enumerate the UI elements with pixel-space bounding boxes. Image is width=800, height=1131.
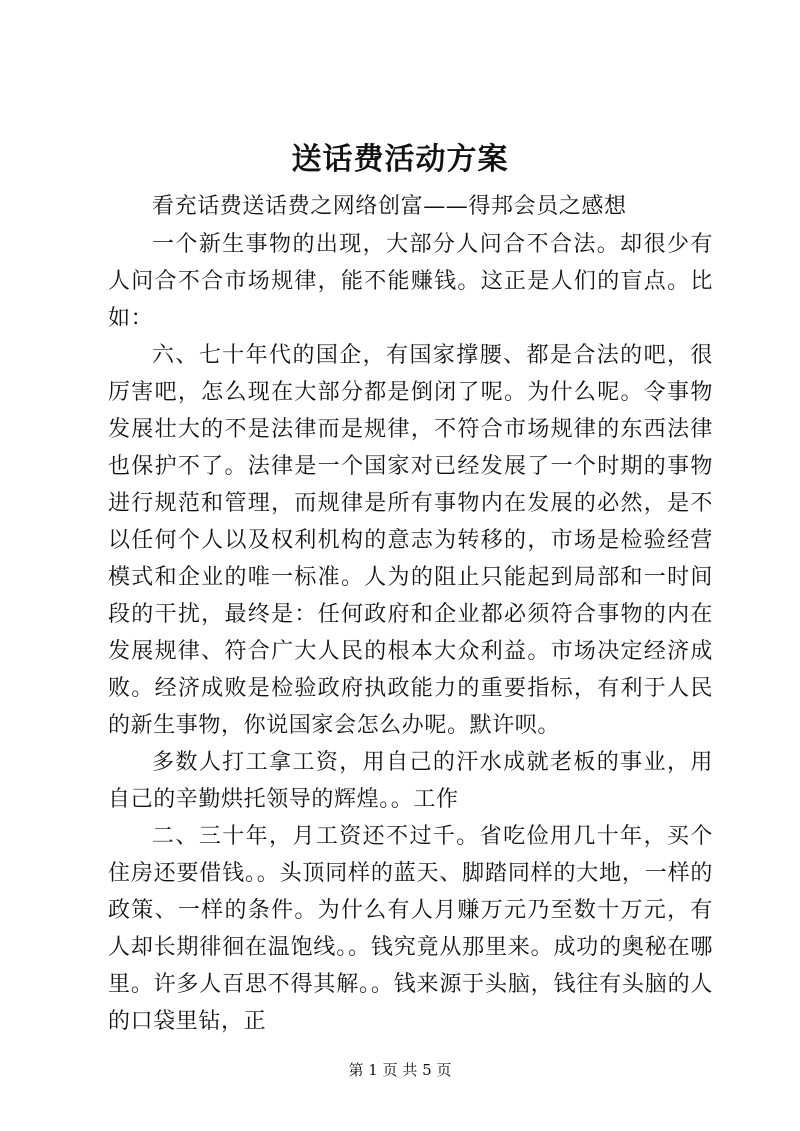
paragraph-2: 六、七十年代的国企，有国家撑腰、都是合法的吧，很厉害吧，怎么现在大部分都是倒闭了呢。为什么呢。令事物发展壮大的不是法律而是规律，不符合市场规律的东西法律也保护不了。法律是一个国家对已经发展了一个时期的事物进行规范和管理，而规律是所有事物内在发展的必然，是不以任何个人以及权利机构的意志为转移的，市场是检验经营模式和企业的唯一标准。人为的阻止只能起到局部和一时间段的干扰，最终是：任何政府和企业都必须符合事物的内在发展规律、符合广大人民的根本大众利益。市场决定经济成败。经济成败是检验政府执政能力的重要指标，有利于人民的新生事物，你说国家会怎么办呢。默许呗。 — [108, 343, 713, 738]
paragraph-subtitle: 看充话费送话费之网络创富——得邦会员之感想 — [152, 194, 627, 219]
page-number-footer: 第 1 页 共 5 页 — [348, 1061, 452, 1079]
paragraph-3: 多数人打工拿工资，用自己的汗水成就老板的事业，用自己的辛勤烘托领导的辉煌。。工作 — [108, 750, 713, 812]
paragraph-4: 二、三十年，月工资还不过千。省吃俭用几十年，买个住房还要借钱。。头顶同样的蓝天、脚踏同样的大地，一样的政策、一样的条件。为什么有人月赚万元乃至数十万元，有人却长期徘徊在温饱线。。钱究竟从那里来。成功的奥秘在哪里。许多人百思不得其解。。钱来源于头脑，钱往有头脑的人的口袋里钻，正 — [108, 824, 713, 1034]
document-title: 送话费活动方案 — [291, 142, 509, 177]
document-body — [108, 188, 713, 1040]
paragraph-1: 一个新生事物的出现，大部分人问合不合法。却很少有人问合不合市场规律，能不能赚钱。这正是人们的盲点。比如： — [108, 232, 713, 331]
